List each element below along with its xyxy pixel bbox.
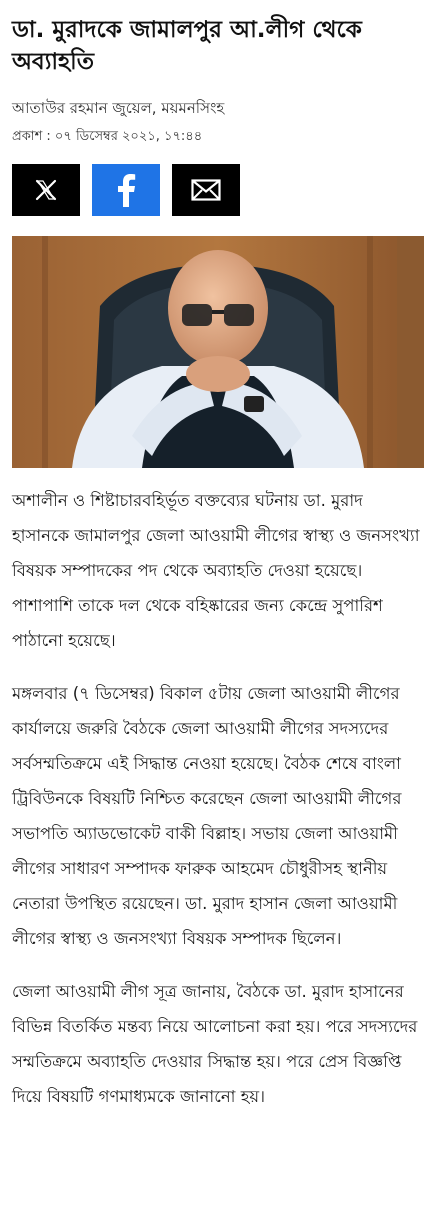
article-page: [0, 14, 435, 1114]
publish-date: প্রকাশ : ০৭ ডিসেম্বর ২০২১, ১৭:৪৪: [12, 129, 203, 144]
share-buttons: [12, 164, 423, 216]
article-paragraph: মঙ্গলবার (৭ ডিসেম্বর) বিকাল ৫টায় জেলা আওয়ামী লীগের কার্যালয়ে জরুরি বৈঠকে জেলা আওয়ামী লীগের সদস্যদের সর্বসম্মতিক্রমে এই সিদ্ধান্ত নেওয়া হয়েছে। বৈঠক শেষে বাংলা ট্রিবিউনকে বিষয়টি নিশ্চিত করেছেন জেলা আওয়ামী লীগের সভাপতি অ্যাডভোকেট বাকী বিল্লাহ। সভায় জেলা আওয়ামী লীগের সাধারণ সম্পাদক ফারুক আহমেদ চৌধুরীসহ স্থানীয় নেতারা উপস্থিত রয়েছেন। ডা. মুরাদ হাসান জেলা আওয়ামী লীগের স্বাস্থ্য ও জনসংখ্যা বিষয়ক সম্পাদক ছিলেন।: [12, 684, 402, 948]
facebook-icon: [114, 173, 138, 207]
article-headline: ডা. মুরাদকে জামালপুর আ.লীগ থেকে অব্যাহতি: [12, 17, 362, 75]
article-author: আতাউর রহমান জুয়েল, ময়মনসিংহ: [12, 99, 225, 117]
x-logo-icon: [34, 178, 58, 202]
share-x-button[interactable]: [12, 164, 80, 216]
share-facebook-button[interactable]: [92, 164, 160, 216]
article-photo: [12, 236, 424, 468]
article-body: [12, 483, 423, 1114]
share-email-button[interactable]: [172, 164, 240, 216]
article-paragraph: অশালীন ও শিষ্টাচারবহির্ভূত বক্তব্যের ঘটনায় ডা. মুরাদ হাসানকে জামালপুর জেলা আওয়ামী লীগের স্বাস্থ্য ও জনসংখ্যা বিষয়ক সম্পাদকের পদ থেকে অব্যাহতি দেওয়া হয়েছে। পাশাপাশি তাকে দল থেকে বহিষ্কারের জন্য কেন্দ্রে সুপারিশ পাঠানো হয়েছে।: [12, 491, 420, 650]
envelope-icon: [191, 179, 221, 201]
article-paragraph: জেলা আওয়ামী লীগ সূত্র জানায়, বৈঠকে ডা. মুরাদ হাসানের বিভিন্ন বিতর্কিত মন্তব্য নিয়ে আলোচনা করা হয়। পরে সদস্যদের সম্মতিক্রমে অব্যাহতি দেওয়ার সিদ্ধান্ত হয়। পরে প্রেস বিজ্ঞপ্তি দিয়ে বিষয়টি গণমাধ্যমকে জানানো হয়।: [12, 982, 418, 1106]
